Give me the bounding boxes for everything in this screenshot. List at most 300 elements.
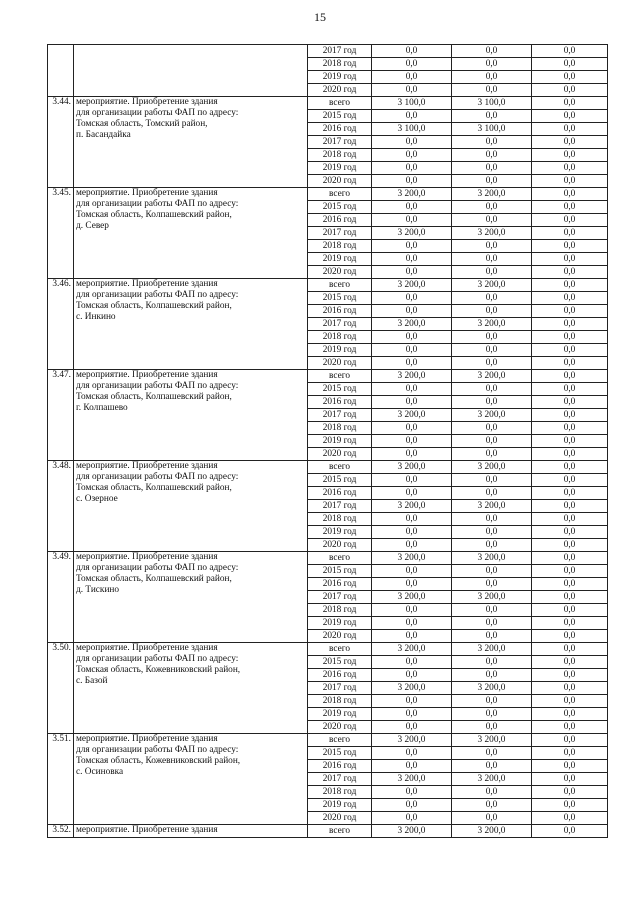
value-total-cell: 0,0 <box>372 721 452 734</box>
value-budget-cell: 0,0 <box>452 253 532 266</box>
value-total-cell: 0,0 <box>372 71 452 84</box>
period-cell: 2019 год <box>308 253 372 266</box>
value-other-cell: 0,0 <box>532 58 608 71</box>
value-other-cell: 0,0 <box>532 188 608 201</box>
value-budget-cell: 0,0 <box>452 539 532 552</box>
value-other-cell: 0,0 <box>532 747 608 760</box>
period-cell: 2018 год <box>308 240 372 253</box>
value-total-cell: 0,0 <box>372 175 452 188</box>
value-budget-cell: 0,0 <box>452 617 532 630</box>
value-total-cell: 0,0 <box>372 110 452 123</box>
value-other-cell: 0,0 <box>532 357 608 370</box>
value-total-cell: 0,0 <box>372 799 452 812</box>
value-budget-cell: 0,0 <box>452 474 532 487</box>
period-cell: 2019 год <box>308 344 372 357</box>
value-other-cell: 0,0 <box>532 526 608 539</box>
value-total-cell: 0,0 <box>372 786 452 799</box>
value-other-cell: 0,0 <box>532 474 608 487</box>
measure-description <box>74 825 308 838</box>
table-row <box>48 734 608 747</box>
value-budget-cell: 3 200,0 <box>452 643 532 656</box>
value-total-cell: 3 200,0 <box>372 279 452 292</box>
value-total-cell: 0,0 <box>372 630 452 643</box>
period-cell: 2017 год <box>308 773 372 786</box>
value-total-cell: 0,0 <box>372 240 452 253</box>
value-other-cell: 0,0 <box>532 734 608 747</box>
description-line: Томская область, Томский район, <box>76 119 208 129</box>
value-budget-cell: 0,0 <box>452 435 532 448</box>
value-budget-cell: 0,0 <box>452 292 532 305</box>
value-budget-cell: 0,0 <box>452 812 532 825</box>
value-budget-cell: 3 200,0 <box>452 682 532 695</box>
measure-number: 3.51. <box>48 734 74 825</box>
value-other-cell: 0,0 <box>532 279 608 292</box>
table-row <box>48 825 608 838</box>
value-other-cell: 0,0 <box>532 552 608 565</box>
value-budget-cell: 0,0 <box>452 487 532 500</box>
period-cell: 2017 год <box>308 500 372 513</box>
value-budget-cell: 0,0 <box>452 45 532 58</box>
value-budget-cell: 3 200,0 <box>452 591 532 604</box>
value-other-cell: 0,0 <box>532 253 608 266</box>
value-budget-cell: 0,0 <box>452 201 532 214</box>
value-budget-cell: 3 100,0 <box>452 123 532 136</box>
value-budget-cell: 0,0 <box>452 565 532 578</box>
value-total-cell: 0,0 <box>372 435 452 448</box>
value-other-cell: 0,0 <box>532 175 608 188</box>
period-cell: 2016 год <box>308 214 372 227</box>
value-other-cell: 0,0 <box>532 760 608 773</box>
value-other-cell: 0,0 <box>532 812 608 825</box>
measure-number-cell <box>48 45 74 97</box>
value-budget-cell: 0,0 <box>452 383 532 396</box>
period-cell: 2020 год <box>308 721 372 734</box>
period-cell: 2017 год <box>308 591 372 604</box>
value-budget-cell: 3 200,0 <box>452 188 532 201</box>
value-budget-cell: 0,0 <box>452 162 532 175</box>
measure-description <box>74 279 308 370</box>
value-total-cell: 0,0 <box>372 162 452 175</box>
description-line: мероприятие. Приобретение здания <box>76 370 218 380</box>
period-cell: 2016 год <box>308 669 372 682</box>
measure-description <box>74 461 308 552</box>
value-total-cell: 0,0 <box>372 214 452 227</box>
value-other-cell: 0,0 <box>532 825 608 838</box>
value-total-cell: 0,0 <box>372 136 452 149</box>
value-total-cell: 0,0 <box>372 84 452 97</box>
period-cell: 2015 год <box>308 110 372 123</box>
value-total-cell: 3 200,0 <box>372 552 452 565</box>
value-budget-cell: 0,0 <box>452 695 532 708</box>
value-budget-cell: 0,0 <box>452 110 532 123</box>
value-budget-cell: 0,0 <box>452 760 532 773</box>
measure-number: 3.50. <box>48 643 74 734</box>
description-line: мероприятие. Приобретение здания <box>76 552 218 562</box>
period-cell: 2019 год <box>308 617 372 630</box>
value-budget-cell: 3 200,0 <box>452 773 532 786</box>
period-cell: 2016 год <box>308 396 372 409</box>
value-other-cell: 0,0 <box>532 240 608 253</box>
value-total-cell: 0,0 <box>372 487 452 500</box>
period-cell: 2017 год <box>308 227 372 240</box>
description-line: г. Колпашево <box>76 403 128 413</box>
value-budget-cell: 0,0 <box>452 214 532 227</box>
period-cell: 2018 год <box>308 58 372 71</box>
period-cell: всего <box>308 97 372 110</box>
value-total-cell: 0,0 <box>372 760 452 773</box>
value-other-cell: 0,0 <box>532 71 608 84</box>
value-other-cell: 0,0 <box>532 344 608 357</box>
period-cell: 2020 год <box>308 357 372 370</box>
measure-description <box>74 97 308 188</box>
value-other-cell: 0,0 <box>532 786 608 799</box>
description-line: Томская область, Колпашевский район, <box>76 210 232 220</box>
value-total-cell: 3 200,0 <box>372 409 452 422</box>
description-line: мероприятие. Приобретение здания <box>76 279 218 289</box>
value-total-cell: 0,0 <box>372 669 452 682</box>
measure-description <box>74 552 308 643</box>
value-total-cell: 0,0 <box>372 58 452 71</box>
description-line: для организации работы ФАП по адресу: <box>76 381 239 391</box>
description-line: Томская область, Колпашевский район, <box>76 483 232 493</box>
description-line: для организации работы ФАП по адресу: <box>76 290 239 300</box>
value-other-cell: 0,0 <box>532 214 608 227</box>
value-total-cell: 3 200,0 <box>372 591 452 604</box>
value-budget-cell: 0,0 <box>452 344 532 357</box>
period-cell: 2019 год <box>308 71 372 84</box>
value-other-cell: 0,0 <box>532 643 608 656</box>
description-line: Томская область, Кожевниковский район, <box>76 756 241 766</box>
description-line: мероприятие. Приобретение здания <box>76 97 218 107</box>
period-cell: всего <box>308 825 372 838</box>
value-other-cell: 0,0 <box>532 409 608 422</box>
value-other-cell: 0,0 <box>532 370 608 383</box>
measure-number: 3.47. <box>48 370 74 461</box>
value-other-cell: 0,0 <box>532 45 608 58</box>
measure-number: 3.44. <box>48 97 74 188</box>
value-other-cell: 0,0 <box>532 422 608 435</box>
value-budget-cell: 0,0 <box>452 84 532 97</box>
value-other-cell: 0,0 <box>532 656 608 669</box>
value-budget-cell: 0,0 <box>452 526 532 539</box>
value-budget-cell: 0,0 <box>452 331 532 344</box>
description-line: п. Басандайка <box>76 130 131 140</box>
funding-table <box>47 44 608 838</box>
period-cell: 2016 год <box>308 305 372 318</box>
period-cell: 2017 год <box>308 45 372 58</box>
period-cell: 2020 год <box>308 84 372 97</box>
value-total-cell: 3 200,0 <box>372 227 452 240</box>
value-total-cell: 0,0 <box>372 331 452 344</box>
value-total-cell: 0,0 <box>372 747 452 760</box>
measure-number: 3.49. <box>48 552 74 643</box>
period-cell: 2015 год <box>308 201 372 214</box>
value-total-cell: 0,0 <box>372 201 452 214</box>
value-total-cell: 0,0 <box>372 305 452 318</box>
description-line: Томская область, Колпашевский район, <box>76 301 232 311</box>
value-other-cell: 0,0 <box>532 201 608 214</box>
value-budget-cell: 0,0 <box>452 58 532 71</box>
value-budget-cell: 0,0 <box>452 513 532 526</box>
value-budget-cell: 0,0 <box>452 721 532 734</box>
period-cell: 2019 год <box>308 799 372 812</box>
value-total-cell: 0,0 <box>372 253 452 266</box>
period-cell: 2018 год <box>308 149 372 162</box>
description-line: мероприятие. Приобретение здания <box>76 734 218 744</box>
value-budget-cell: 0,0 <box>452 669 532 682</box>
value-other-cell: 0,0 <box>532 682 608 695</box>
value-other-cell: 0,0 <box>532 461 608 474</box>
period-cell: 2019 год <box>308 435 372 448</box>
value-total-cell: 0,0 <box>372 604 452 617</box>
value-budget-cell: 3 200,0 <box>452 500 532 513</box>
period-cell: 2016 год <box>308 487 372 500</box>
period-cell: всего <box>308 643 372 656</box>
value-budget-cell: 0,0 <box>452 396 532 409</box>
value-total-cell: 0,0 <box>372 396 452 409</box>
period-cell: 2015 год <box>308 656 372 669</box>
value-total-cell: 0,0 <box>372 695 452 708</box>
value-total-cell: 0,0 <box>372 45 452 58</box>
measure-description-cell <box>74 45 308 97</box>
description-line: для организации работы ФАП по адресу: <box>76 745 239 755</box>
period-cell: 2018 год <box>308 695 372 708</box>
value-budget-cell: 0,0 <box>452 422 532 435</box>
period-cell: всего <box>308 552 372 565</box>
value-other-cell: 0,0 <box>532 305 608 318</box>
period-cell: 2020 год <box>308 630 372 643</box>
description-line: мероприятие. Приобретение здания <box>76 188 218 198</box>
description-line: с. Осиновка <box>76 767 124 777</box>
period-cell: 2016 год <box>308 760 372 773</box>
value-total-cell: 3 200,0 <box>372 461 452 474</box>
period-cell: 2018 год <box>308 786 372 799</box>
description-line: для организации работы ФАП по адресу: <box>76 108 239 118</box>
value-budget-cell: 0,0 <box>452 578 532 591</box>
value-budget-cell: 0,0 <box>452 656 532 669</box>
period-cell: 2020 год <box>308 266 372 279</box>
description-line: д. Север <box>76 221 109 231</box>
description-line: для организации работы ФАП по адресу: <box>76 563 239 573</box>
value-other-cell: 0,0 <box>532 695 608 708</box>
period-cell: 2019 год <box>308 708 372 721</box>
value-total-cell: 0,0 <box>372 383 452 396</box>
value-other-cell: 0,0 <box>532 604 608 617</box>
value-budget-cell: 0,0 <box>452 240 532 253</box>
value-other-cell: 0,0 <box>532 396 608 409</box>
value-budget-cell: 3 200,0 <box>452 318 532 331</box>
value-other-cell: 0,0 <box>532 539 608 552</box>
value-other-cell: 0,0 <box>532 383 608 396</box>
period-cell: 2018 год <box>308 513 372 526</box>
value-other-cell: 0,0 <box>532 149 608 162</box>
value-total-cell: 0,0 <box>372 266 452 279</box>
value-other-cell: 0,0 <box>532 110 608 123</box>
period-cell: 2019 год <box>308 162 372 175</box>
period-cell: всего <box>308 734 372 747</box>
value-budget-cell: 0,0 <box>452 357 532 370</box>
period-cell: всего <box>308 370 372 383</box>
value-budget-cell: 3 200,0 <box>452 279 532 292</box>
period-cell: 2018 год <box>308 331 372 344</box>
period-cell: 2018 год <box>308 422 372 435</box>
table-row <box>48 370 608 383</box>
period-cell: всего <box>308 188 372 201</box>
period-cell: 2020 год <box>308 539 372 552</box>
value-other-cell: 0,0 <box>532 123 608 136</box>
value-budget-cell: 3 200,0 <box>452 461 532 474</box>
value-other-cell: 0,0 <box>532 721 608 734</box>
table-row <box>48 461 608 474</box>
value-other-cell: 0,0 <box>532 617 608 630</box>
period-cell: 2016 год <box>308 578 372 591</box>
table-row <box>48 188 608 201</box>
period-cell: 2017 год <box>308 136 372 149</box>
value-budget-cell: 3 200,0 <box>452 409 532 422</box>
description-line: для организации работы ФАП по адресу: <box>76 654 239 664</box>
value-other-cell: 0,0 <box>532 708 608 721</box>
description-line: для организации работы ФАП по адресу: <box>76 199 239 209</box>
value-other-cell: 0,0 <box>532 435 608 448</box>
value-total-cell: 0,0 <box>372 578 452 591</box>
description-line: Томская область, Кожевниковский район, <box>76 665 241 675</box>
measure-description <box>74 188 308 279</box>
value-other-cell: 0,0 <box>532 799 608 812</box>
value-other-cell: 0,0 <box>532 513 608 526</box>
value-budget-cell: 0,0 <box>452 786 532 799</box>
description-line: Томская область, Колпашевский район, <box>76 392 232 402</box>
value-total-cell: 0,0 <box>372 513 452 526</box>
description-line: с. Инкино <box>76 312 116 322</box>
value-total-cell: 0,0 <box>372 656 452 669</box>
value-other-cell: 0,0 <box>532 669 608 682</box>
value-total-cell: 3 100,0 <box>372 123 452 136</box>
value-budget-cell: 0,0 <box>452 708 532 721</box>
measure-number: 3.46. <box>48 279 74 370</box>
description-line: мероприятие. Приобретение здания <box>76 643 218 653</box>
period-cell: 2015 год <box>308 747 372 760</box>
description-line: для организации работы ФАП по адресу: <box>76 472 239 482</box>
value-other-cell: 0,0 <box>532 578 608 591</box>
period-cell: 2018 год <box>308 604 372 617</box>
measure-description <box>74 734 308 825</box>
value-total-cell: 0,0 <box>372 149 452 162</box>
value-other-cell: 0,0 <box>532 448 608 461</box>
measure-number: 3.52. <box>48 825 74 838</box>
description-line: д. Тискино <box>76 585 120 595</box>
value-total-cell: 3 200,0 <box>372 643 452 656</box>
value-budget-cell: 3 200,0 <box>452 734 532 747</box>
value-other-cell: 0,0 <box>532 565 608 578</box>
measure-number: 3.45. <box>48 188 74 279</box>
value-other-cell: 0,0 <box>532 162 608 175</box>
value-total-cell: 0,0 <box>372 539 452 552</box>
value-total-cell: 0,0 <box>372 617 452 630</box>
value-total-cell: 0,0 <box>372 526 452 539</box>
period-cell: всего <box>308 461 372 474</box>
period-cell: 2015 год <box>308 565 372 578</box>
value-budget-cell: 0,0 <box>452 136 532 149</box>
value-budget-cell: 0,0 <box>452 149 532 162</box>
period-cell: 2020 год <box>308 175 372 188</box>
value-total-cell: 3 200,0 <box>372 825 452 838</box>
period-cell: 2017 год <box>308 318 372 331</box>
value-other-cell: 0,0 <box>532 318 608 331</box>
value-total-cell: 3 200,0 <box>372 682 452 695</box>
value-other-cell: 0,0 <box>532 84 608 97</box>
value-total-cell: 3 200,0 <box>372 734 452 747</box>
value-budget-cell: 0,0 <box>452 448 532 461</box>
value-budget-cell: 0,0 <box>452 799 532 812</box>
value-other-cell: 0,0 <box>532 500 608 513</box>
value-total-cell: 0,0 <box>372 474 452 487</box>
value-total-cell: 3 200,0 <box>372 500 452 513</box>
value-other-cell: 0,0 <box>532 266 608 279</box>
value-other-cell: 0,0 <box>532 331 608 344</box>
value-budget-cell: 0,0 <box>452 175 532 188</box>
value-other-cell: 0,0 <box>532 227 608 240</box>
period-cell: 2017 год <box>308 682 372 695</box>
value-total-cell: 0,0 <box>372 565 452 578</box>
value-other-cell: 0,0 <box>532 136 608 149</box>
period-cell: 2017 год <box>308 409 372 422</box>
value-total-cell: 0,0 <box>372 292 452 305</box>
value-other-cell: 0,0 <box>532 773 608 786</box>
period-cell: 2015 год <box>308 292 372 305</box>
value-total-cell: 3 200,0 <box>372 188 452 201</box>
page-number: 15 <box>314 10 326 24</box>
period-cell: 2020 год <box>308 448 372 461</box>
value-total-cell: 3 200,0 <box>372 318 452 331</box>
value-total-cell: 3 200,0 <box>372 773 452 786</box>
table-row <box>48 279 608 292</box>
description-line: с. Озерное <box>76 494 118 504</box>
table-row <box>48 97 608 110</box>
table-row <box>48 643 608 656</box>
description-line: Томская область, Колпашевский район, <box>76 574 232 584</box>
value-total-cell: 0,0 <box>372 448 452 461</box>
value-budget-cell: 0,0 <box>452 747 532 760</box>
value-budget-cell: 0,0 <box>452 630 532 643</box>
value-budget-cell: 3 200,0 <box>452 227 532 240</box>
value-budget-cell: 0,0 <box>452 305 532 318</box>
value-other-cell: 0,0 <box>532 97 608 110</box>
table-row <box>48 45 608 58</box>
value-total-cell: 0,0 <box>372 422 452 435</box>
value-other-cell: 0,0 <box>532 487 608 500</box>
value-total-cell: 0,0 <box>372 344 452 357</box>
description-line: мероприятие. Приобретение здания <box>76 461 218 471</box>
value-budget-cell: 3 200,0 <box>452 825 532 838</box>
value-total-cell: 3 200,0 <box>372 370 452 383</box>
value-total-cell: 0,0 <box>372 708 452 721</box>
measure-description <box>74 370 308 461</box>
value-budget-cell: 3 100,0 <box>452 97 532 110</box>
value-total-cell: 0,0 <box>372 812 452 825</box>
period-cell: всего <box>308 279 372 292</box>
description-line: мероприятие. Приобретение здания <box>76 825 218 835</box>
description-line: с. Базой <box>76 676 108 686</box>
value-budget-cell: 0,0 <box>452 266 532 279</box>
period-cell: 2019 год <box>308 526 372 539</box>
period-cell: 2020 год <box>308 812 372 825</box>
value-budget-cell: 0,0 <box>452 604 532 617</box>
measure-description <box>74 643 308 734</box>
period-cell: 2016 год <box>308 123 372 136</box>
period-cell: 2015 год <box>308 474 372 487</box>
measure-number: 3.48. <box>48 461 74 552</box>
value-other-cell: 0,0 <box>532 591 608 604</box>
